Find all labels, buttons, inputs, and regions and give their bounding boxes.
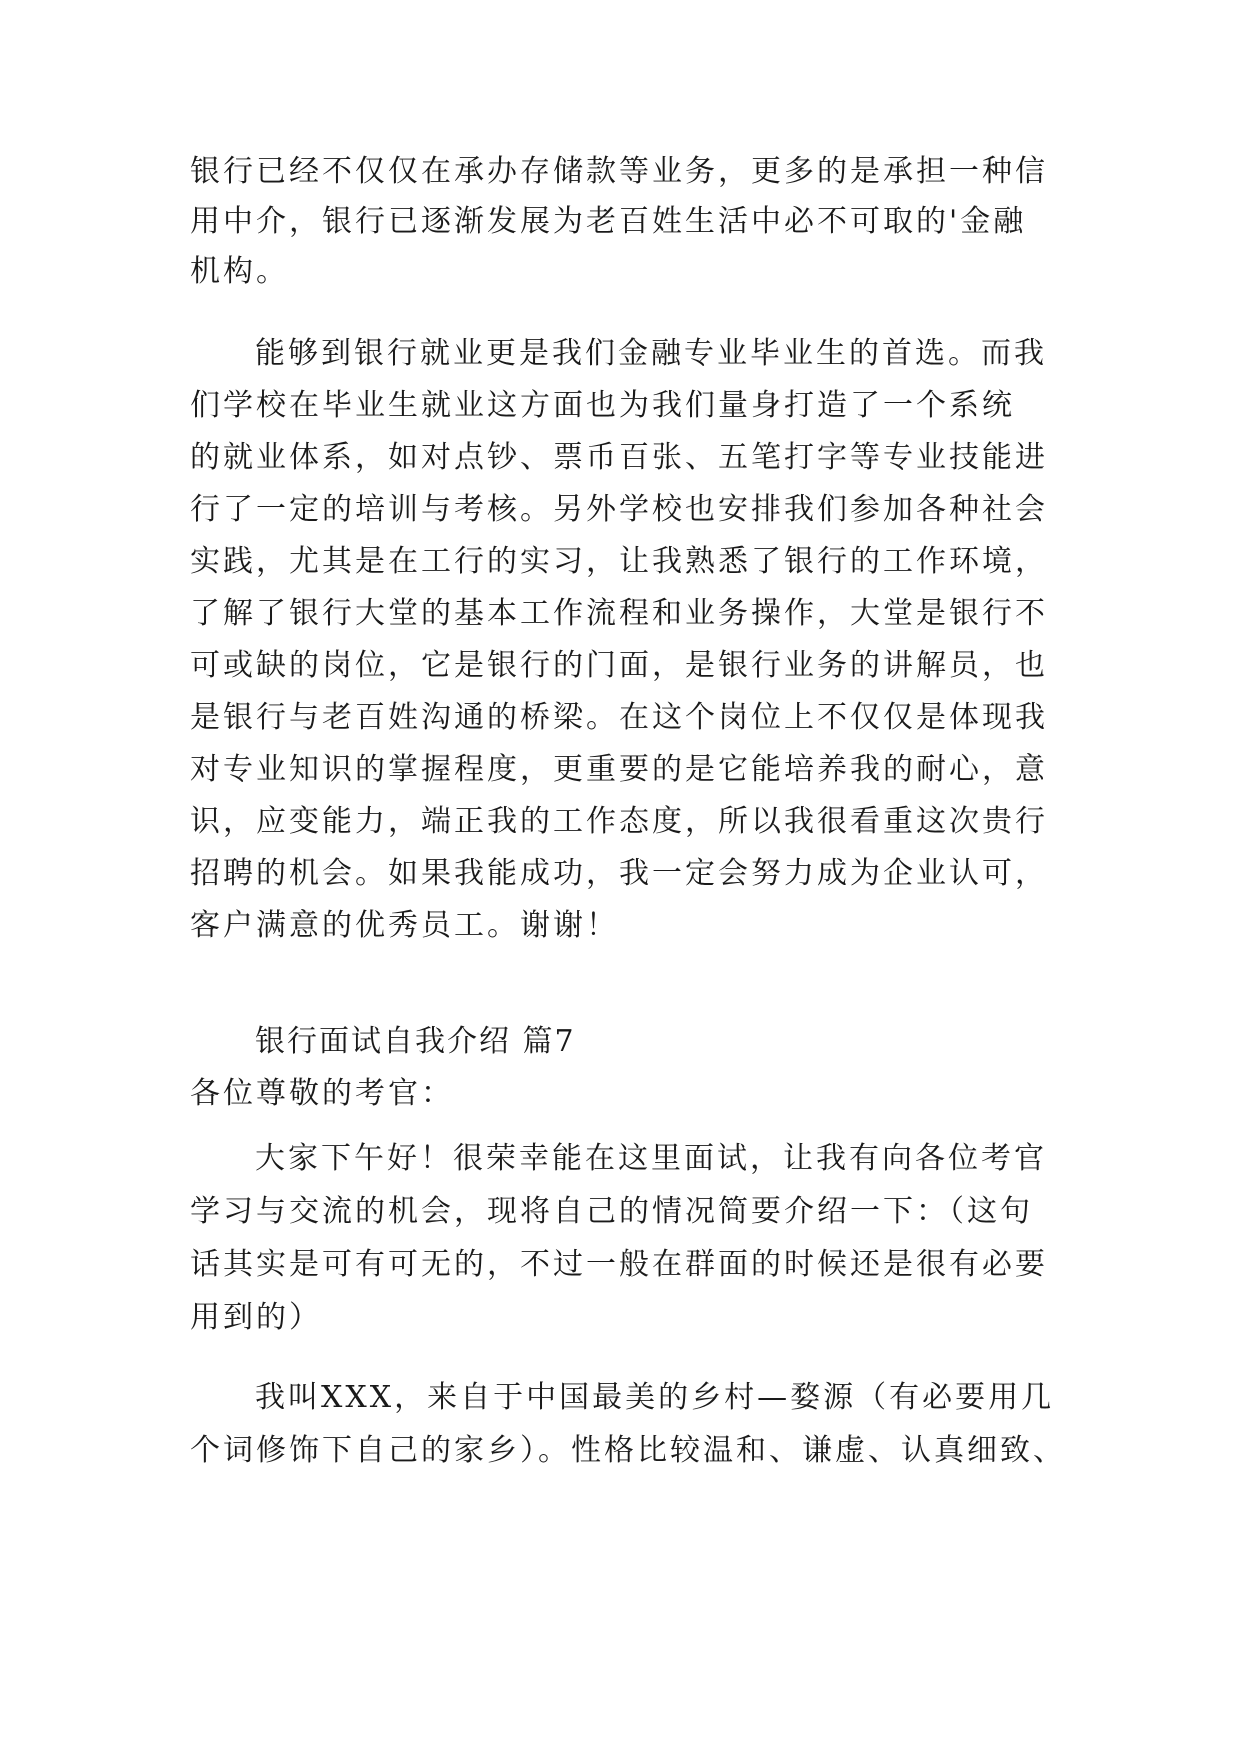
- paragraph-2-line-2: 们学校在毕业生就业这方面也为我们量身打造了一个系统: [190, 388, 1015, 423]
- paragraph-2-line-5: 实践，尤其是在工行的实习，让我熟悉了银行的工作环境，: [190, 544, 1048, 579]
- salutation: 各位尊敬的考官：: [190, 1076, 454, 1111]
- paragraph-2-line-12: 客户满意的优秀员工。谢谢！: [190, 908, 619, 943]
- paragraph-4-line-2: 个词修饰下自己的家乡）。性格比较温和、谦虚、认真细致、: [190, 1433, 1066, 1468]
- paragraph-3-line-1: 大家下午好！很荣幸能在这里面试，让我有向各位考官: [255, 1141, 1047, 1176]
- paragraph-1-line-3: 机构。: [190, 254, 289, 289]
- paragraph-2-line-11: 招聘的机会。如果我能成功，我一定会努力成为企业认可，: [190, 856, 1048, 891]
- paragraph-2-line-8: 是银行与老百姓沟通的桥梁。在这个岗位上不仅仅是体现我: [190, 700, 1048, 735]
- paragraph-2-line-1: 能够到银行就业更是我们金融专业毕业生的首选。而我: [255, 336, 1047, 371]
- paragraph-2-line-9: 对专业知识的掌握程度，更重要的是它能培养我的耐心，意: [190, 752, 1048, 787]
- paragraph-2-line-7: 可或缺的岗位，它是银行的门面，是银行业务的讲解员，也: [190, 648, 1048, 683]
- paragraph-2-line-3: 的就业体系，如对点钞、票币百张、五笔打字等专业技能进: [190, 440, 1048, 475]
- paragraph-3-line-3: 话其实是可有可无的，不过一般在群面的时候还是很有必要: [190, 1247, 1048, 1282]
- paragraph-4-line-1: 我叫XXX，来自于中国最美的乡村—婺源（有必要用几: [255, 1380, 1055, 1415]
- paragraph-2-line-4: 行了一定的培训与考核。另外学校也安排我们参加各种社会: [190, 492, 1048, 527]
- paragraph-3-line-2: 学习与交流的机会，现将自己的情况简要介绍一下：（这句: [190, 1194, 1033, 1229]
- paragraph-2-line-10: 识，应变能力，端正我的工作态度，所以我很看重这次贵行: [190, 804, 1048, 839]
- section-heading: 银行面试自我介绍 篇7: [255, 1024, 576, 1059]
- paragraph-1-line-2: 用中介，银行已逐渐发展为老百姓生活中必不可取的'金融: [190, 204, 1027, 239]
- paragraph-3-line-4: 用到的）: [190, 1300, 322, 1335]
- paragraph-2-line-6: 了解了银行大堂的基本工作流程和业务操作，大堂是银行不: [190, 596, 1048, 631]
- paragraph-1-line-1: 银行已经不仅仅在承办存储款等业务，更多的是承担一种信: [190, 154, 1048, 189]
